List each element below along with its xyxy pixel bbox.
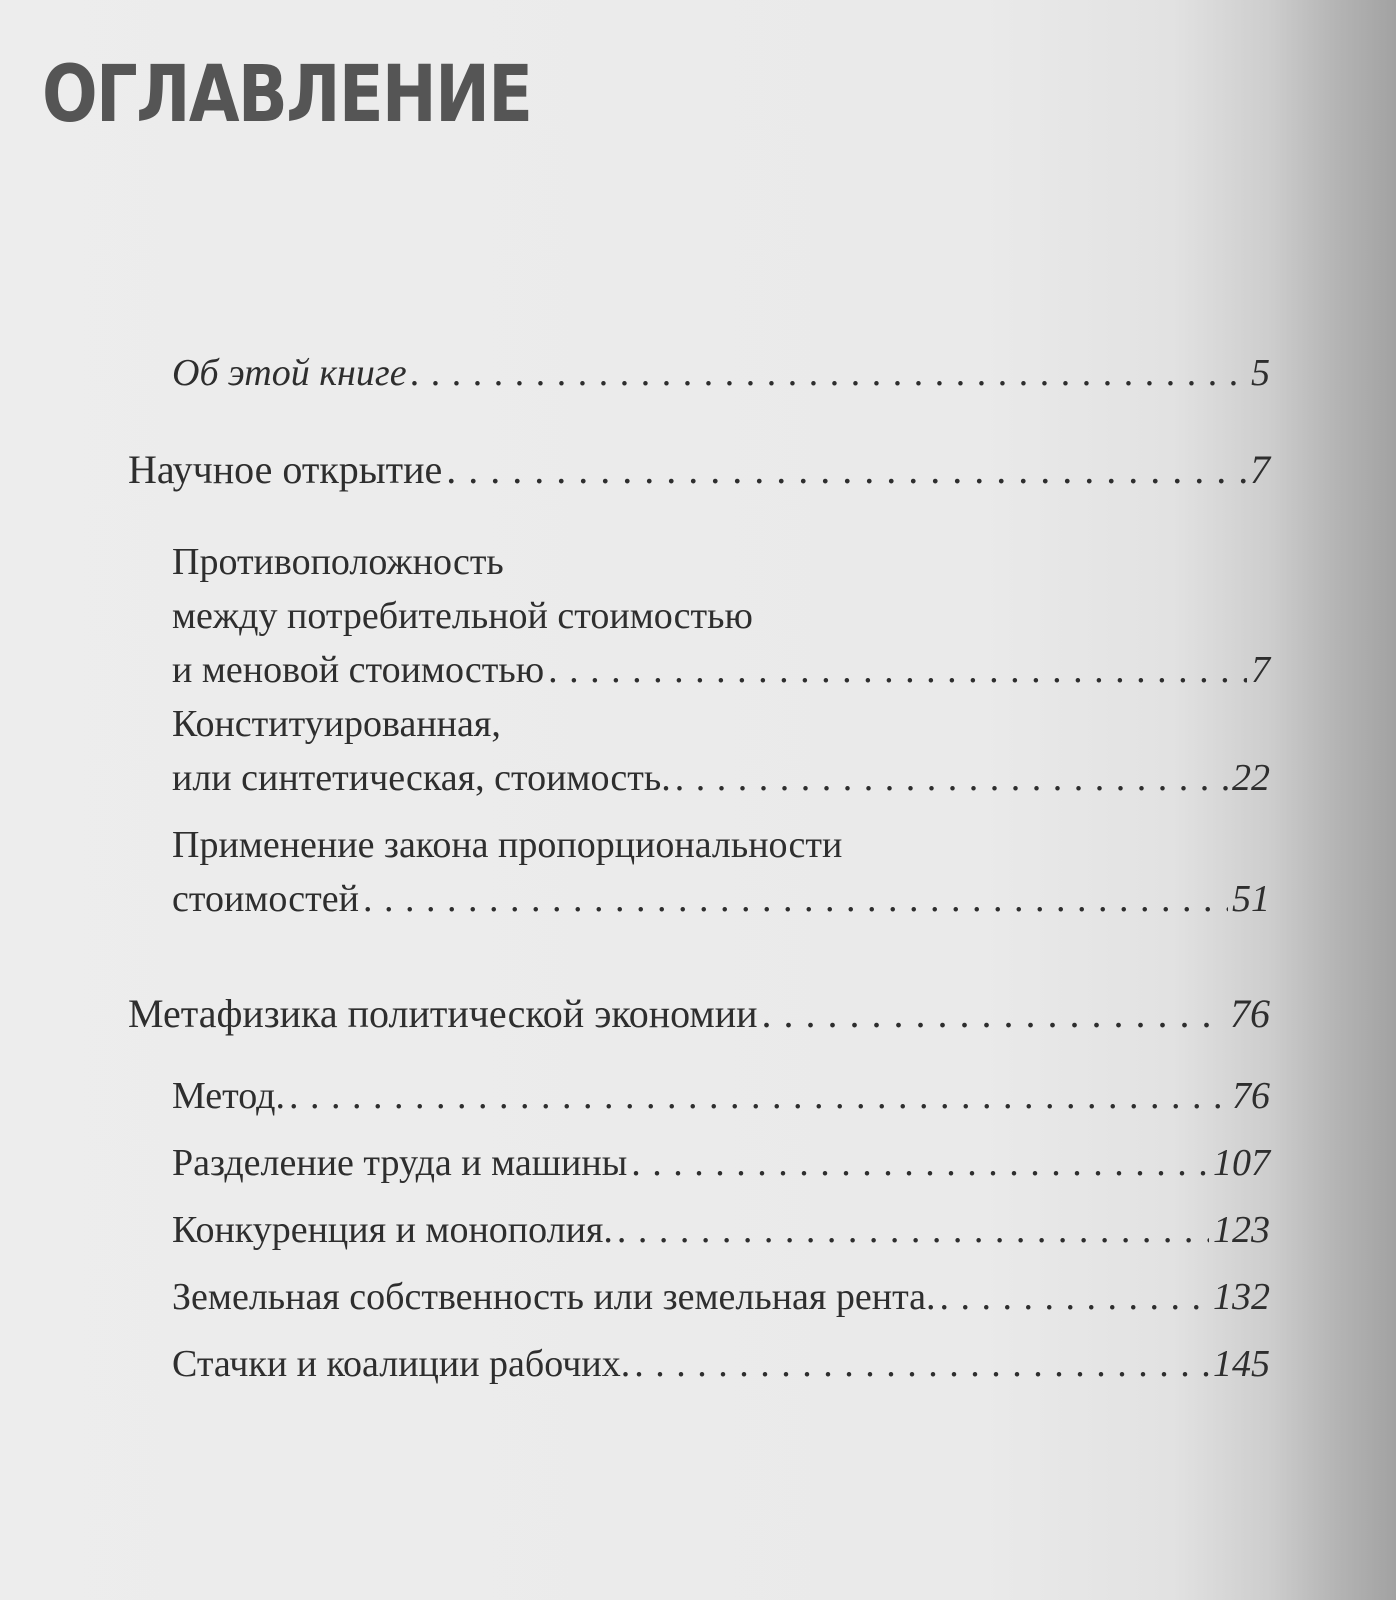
toc-leader xyxy=(446,443,1246,497)
toc-page-number: 51 xyxy=(1232,878,1270,920)
toc-entry xyxy=(172,1203,1270,1257)
toc-entry-title: Стачки и коалиции рабочих. xyxy=(172,1343,631,1385)
toc-entry-title-line: и меновой стоимостью xyxy=(172,649,545,691)
toc-entry xyxy=(172,1136,1270,1190)
toc-page-number: 22 xyxy=(1232,757,1270,799)
toc-entry xyxy=(172,1337,1270,1391)
toc-leader xyxy=(363,872,1228,926)
toc-page-number: 76 xyxy=(1230,991,1270,1036)
toc-entry xyxy=(172,535,1270,697)
toc-page-number: 76 xyxy=(1232,1075,1270,1117)
toc-leader xyxy=(675,751,1228,805)
toc-entry xyxy=(172,818,1270,926)
toc-entry-title-line: стоимостей xyxy=(172,878,359,920)
toc-page-number: 132 xyxy=(1213,1276,1270,1318)
toc-entry xyxy=(172,1069,1270,1123)
toc-entry-title: Метафизика политической экономии xyxy=(128,991,758,1036)
toc-entry xyxy=(172,346,1270,400)
toc-page-number: 123 xyxy=(1213,1209,1270,1251)
toc-entry xyxy=(172,1270,1270,1324)
toc-entry xyxy=(128,443,1270,497)
toc-entry-title-line: Противоположность xyxy=(172,541,504,583)
toc-entry-title: Конкуренция и монополия. xyxy=(172,1209,613,1251)
toc-entry-title: Разделение труда и машины xyxy=(172,1142,628,1184)
toc-entry-title-line: Применение закона пропорциональности xyxy=(172,824,843,866)
toc-entry xyxy=(172,697,1270,805)
toc-page-number: 7 xyxy=(1250,447,1270,492)
toc-page-number: 5 xyxy=(1251,352,1270,394)
toc-entry-title: Научное открытие xyxy=(128,447,443,492)
toc-page-number: 145 xyxy=(1213,1343,1270,1385)
toc-entry-title-line: Конституированная, xyxy=(172,703,501,745)
toc-leader xyxy=(631,1136,1209,1190)
toc-entry-title: Об этой книге xyxy=(172,352,407,394)
toc-entry-title-line: между потребительной стоимостью xyxy=(172,595,753,637)
page-title: ОГЛАВЛЕНИЕ xyxy=(42,50,532,140)
toc-entry-title: Земельная собственность или земельная рента. xyxy=(172,1276,936,1318)
toc-leader xyxy=(548,643,1247,697)
toc-leader xyxy=(634,1337,1209,1391)
toc-entry-title: Метод. xyxy=(172,1075,285,1117)
toc-entry-title-line: или синтетическая, стоимость. xyxy=(172,757,671,799)
toc-leader xyxy=(289,1069,1228,1123)
toc-leader xyxy=(617,1203,1209,1257)
toc-leader xyxy=(411,346,1247,400)
toc-leader xyxy=(940,1270,1209,1324)
toc-leader xyxy=(762,987,1226,1041)
toc-entry xyxy=(128,987,1270,1041)
toc-page-number: 107 xyxy=(1213,1142,1270,1184)
toc-page-number: 7 xyxy=(1251,649,1270,691)
